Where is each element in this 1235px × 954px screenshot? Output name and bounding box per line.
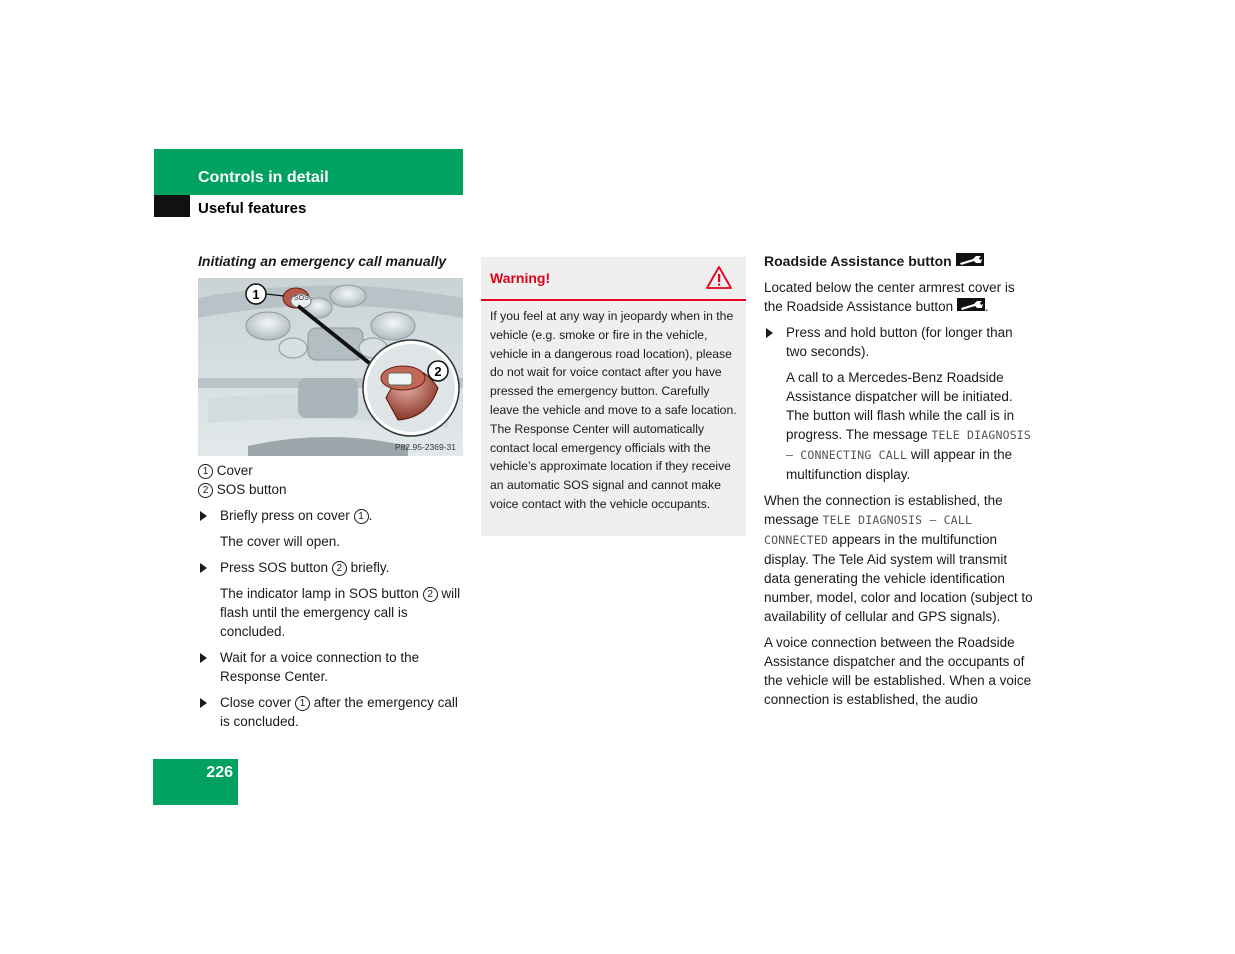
wrench-icon: [957, 298, 985, 311]
subsection-marker: [154, 195, 190, 217]
step-press-hold: Press and hold button (for longer than two seconds).: [764, 323, 1034, 361]
column-roadside-assistance: [764, 252, 1034, 716]
step-press-sos: Press SOS button 2 briefly.: [198, 558, 464, 577]
roadside-heading: Roadside Assistance button: [764, 252, 1034, 271]
figure-code: P82.95-2369-31: [395, 442, 456, 452]
legend-item: 2 SOS button: [198, 480, 464, 499]
warning-label: Warning!: [490, 270, 551, 286]
wrench-icon: [956, 253, 984, 266]
overhead-console-illustration: [198, 278, 463, 456]
warning-triangle-icon: [706, 266, 732, 289]
step-result: The indicator lamp in SOS button 2 will flash until the emergency call is concluded.: [220, 586, 461, 639]
subsection-title: Useful features: [198, 200, 307, 217]
display-message: TELE DIAGNOSIS – CONNECTING CALL: [786, 428, 1032, 462]
bullet-triangle-icon: [200, 563, 207, 573]
step-press-cover: Briefly press on cover 1 .: [198, 506, 464, 525]
connection-paragraph: When the connection is established, the message TELE DIAGNOSIS – CALL CONNECTED appears in the multifunction display. The Tele Aid system will transmit data generating the vehicle identification number, model, color and location (subject to availability of cellular and GPS signals).: [764, 493, 1033, 624]
step-result: The cover will open.: [220, 534, 341, 549]
warning-header: [481, 257, 746, 301]
sos-button-figure: [198, 278, 463, 456]
callout-2: [428, 361, 448, 381]
bullet-triangle-icon: [200, 653, 207, 663]
svg-text:1: 1: [252, 287, 260, 302]
bullet-triangle-icon: [766, 328, 773, 338]
svg-text:2: 2: [434, 364, 442, 379]
sos-button-zoom: [363, 340, 459, 436]
voice-paragraph: A voice connection between the Roadside Assistance dispatcher and the occupants of the vehicle will be established. When a voice connection is established, the audio: [764, 635, 1032, 707]
bullet-triangle-icon: [200, 511, 207, 521]
section-title: Controls in detail: [198, 169, 329, 186]
display-message: TELE DIAGNOSIS – CALL CONNECTED: [764, 513, 973, 547]
roadside-intro: Located below the center armrest cover is the Roadside Assistance button .: [764, 280, 1015, 314]
page-number: 226: [206, 764, 233, 781]
step-close-cover: Close cover 1 after the emergency call is concluded.: [198, 693, 464, 731]
legend-item: 1 Cover: [198, 461, 464, 480]
bullet-triangle-icon: [200, 698, 207, 708]
warning-box: [481, 257, 746, 536]
sos-label: SOS: [294, 295, 309, 302]
warning-text: If you feel at any way in jeopardy when in the vehicle (e.g. smoke or fire in the vehicle, vehicle in a dangerous road location), please do not wait for voice contact after you have pressed the emergency button. Carefully leave the vehicle and move to a safe location. The Response Center will automatically contact local emergency officials with the vehicle’s approximate location if they receive an automatic SOS signal and cannot make voice contact with the vehicle occupants.: [490, 309, 737, 511]
step-result: A call to a Mercedes-Benz Roadside Assistance dispatcher will be initiated. The button will flash while the call is in progress. The message TELE DIAGNOSIS – CONNECTING CALL will appear in the multifunction display.: [786, 370, 1032, 482]
step-wait-voice: Wait for a voice connection to the Response Center.: [198, 648, 464, 686]
column-emergency-call: [198, 252, 464, 738]
emergency-call-heading: Initiating an emergency call manually: [198, 253, 447, 269]
